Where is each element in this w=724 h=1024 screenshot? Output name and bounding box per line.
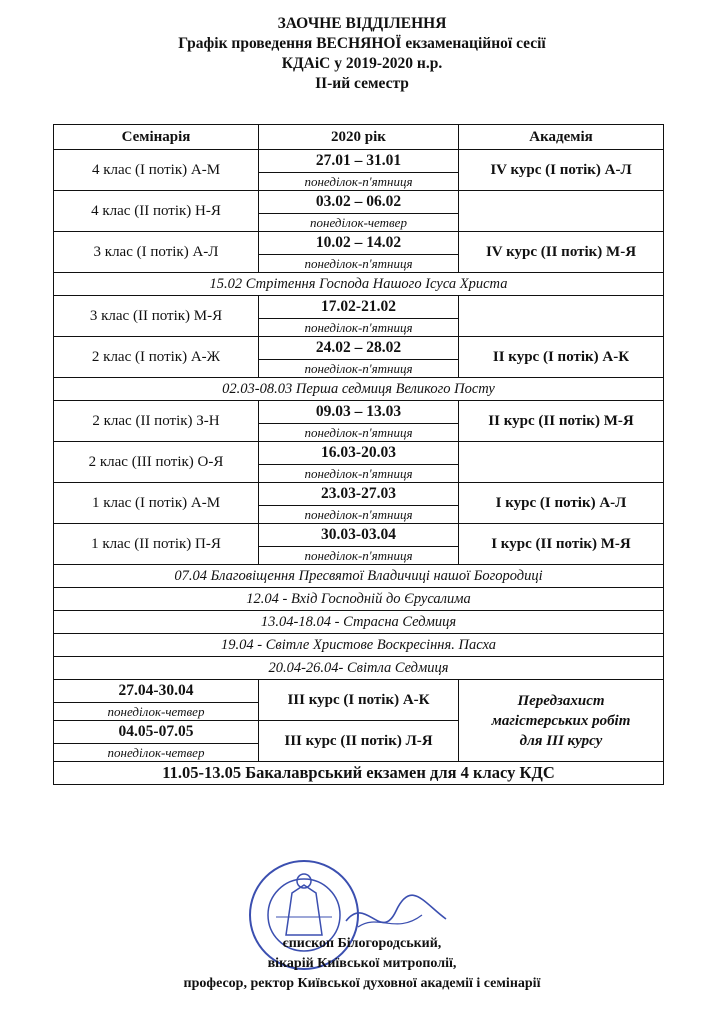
pre-defense-line: магістерських робіт (491, 712, 631, 729)
table-row (54, 680, 664, 703)
seminary-group: 3 клас (ІІ потік) М-Я (54, 296, 259, 337)
table-row (54, 232, 664, 255)
session-days: понеділок-п'ятниця (259, 255, 459, 273)
event-row (54, 588, 664, 611)
schedule-table (53, 124, 664, 785)
event-row (54, 634, 664, 657)
bachelor-exam-note: 11.05-13.05 Бакалаврський екзамен для 4 класу КДС (54, 762, 664, 785)
session-dates: 10.02 – 14.02 (259, 232, 459, 255)
session-dates: 27.01 – 31.01 (259, 150, 459, 173)
session-days: понеділок-п'ятниця (259, 465, 459, 483)
master-session-days: понеділок-четвер (54, 703, 259, 721)
pre-defense-line: для ІІІ курсу (519, 732, 603, 749)
academy-group: І курс (І потік) А-Л (459, 483, 664, 524)
seminary-group: 3 клас (І потік) А-Л (54, 232, 259, 273)
seminary-group: 2 клас (ІІІ потік) О-Я (54, 442, 259, 483)
session-days: понеділок-п'ятниця (259, 506, 459, 524)
master-session-dates: 04.05-07.05 (54, 721, 259, 744)
session-dates: 03.02 – 06.02 (259, 191, 459, 214)
signature-rank: професор, ректор Київської духовної академії і семінарії (183, 976, 541, 991)
session-days: понеділок-четвер (259, 214, 459, 232)
table-row (54, 442, 664, 465)
seminary-group: 1 клас (ІІ потік) П-Я (54, 524, 259, 565)
holiday-note: 19.04 - Світле Христове Воскресіння. Пасха (54, 634, 664, 657)
session-dates: 09.03 – 13.03 (259, 401, 459, 424)
header-department: ЗАОЧНЕ ВІДДІЛЕННЯ (277, 15, 447, 32)
seminary-group: 2 клас (ІІ потік) З-Н (54, 401, 259, 442)
academy-group-empty (459, 442, 664, 483)
academy-group: ІІ курс (І потік) А-К (459, 337, 664, 378)
event-row (54, 273, 664, 296)
column-header-academy: Академія (459, 125, 664, 150)
academy-group: IV курс (ІІ потік) М-Я (459, 232, 664, 273)
table-row (54, 191, 664, 214)
seminary-group: 2 клас (І потік) А-Ж (54, 337, 259, 378)
pre-defense-note (459, 680, 664, 762)
event-row (54, 565, 664, 588)
master-course-group: ІІІ курс (І потік) А-К (259, 680, 459, 721)
session-dates: 30.03-03.04 (259, 524, 459, 547)
holiday-note: 13.04-18.04 - Страсна Седмиця (54, 611, 664, 634)
session-days: понеділок-п'ятниця (259, 319, 459, 337)
session-dates: 16.03-20.03 (259, 442, 459, 465)
header-title: Графік проведення ВЕСНЯНОЇ екзаменаційної сесії (178, 35, 546, 52)
session-days: понеділок-п'ятниця (259, 173, 459, 191)
signature-title: єпископ Білогородський, (282, 936, 442, 951)
event-row (54, 378, 664, 401)
seminary-group: 4 клас (І потік) А-М (54, 150, 259, 191)
academy-group-empty (459, 296, 664, 337)
session-dates: 24.02 – 28.02 (259, 337, 459, 360)
table-header-row (54, 125, 664, 150)
academy-group: IV курс (І потік) А-Л (459, 150, 664, 191)
holiday-note: 12.04 - Вхід Господній до Єрусалима (54, 588, 664, 611)
table-row (54, 150, 664, 173)
academy-group: І курс (ІІ потік) М-Я (459, 524, 664, 565)
seminary-group: 4 клас (ІІ потік) Н-Я (54, 191, 259, 232)
session-days: понеділок-п'ятниця (259, 547, 459, 565)
session-days: понеділок-п'ятниця (259, 360, 459, 378)
holiday-note: 20.04-26.04- Світла Седмиця (54, 657, 664, 680)
master-session-dates: 27.04-30.04 (54, 680, 259, 703)
event-row (54, 657, 664, 680)
header-year: КДАіС у 2019-2020 н.р. (281, 55, 443, 72)
pre-defense-line: Передзахист (517, 692, 605, 709)
academy-group-empty (459, 191, 664, 232)
seminary-group: 1 клас (І потік) А-М (54, 483, 259, 524)
header-semester: ІІ-ий семестр (315, 75, 409, 92)
table-row (54, 337, 664, 360)
master-session-days: понеділок-четвер (54, 744, 259, 762)
table-row (54, 524, 664, 547)
table-row (54, 296, 664, 319)
master-course-group: ІІІ курс (ІІ потік) Л-Я (259, 721, 459, 762)
signature-block (0, 934, 724, 994)
table-row (54, 483, 664, 506)
session-dates: 23.03-27.03 (259, 483, 459, 506)
session-days: понеділок-п'ятниця (259, 424, 459, 442)
session-dates: 17.02-21.02 (259, 296, 459, 319)
signature-position: вікарій Київської митрополії, (267, 956, 457, 971)
column-header-year: 2020 рік (259, 125, 459, 150)
table-row (54, 401, 664, 424)
academy-group: ІІ курс (ІІ потік) М-Я (459, 401, 664, 442)
holiday-note: 15.02 Стрітення Господа Нашого Ісуса Христа (54, 273, 664, 296)
document-header (0, 14, 724, 94)
final-exam-row (54, 762, 664, 785)
holiday-note: 07.04 Благовіщення Пресвятої Владичиці нашої Богородиці (54, 565, 664, 588)
event-row (54, 611, 664, 634)
holiday-note: 02.03-08.03 Перша седмиця Великого Посту (54, 378, 664, 401)
column-header-seminary: Семінарія (54, 125, 259, 150)
